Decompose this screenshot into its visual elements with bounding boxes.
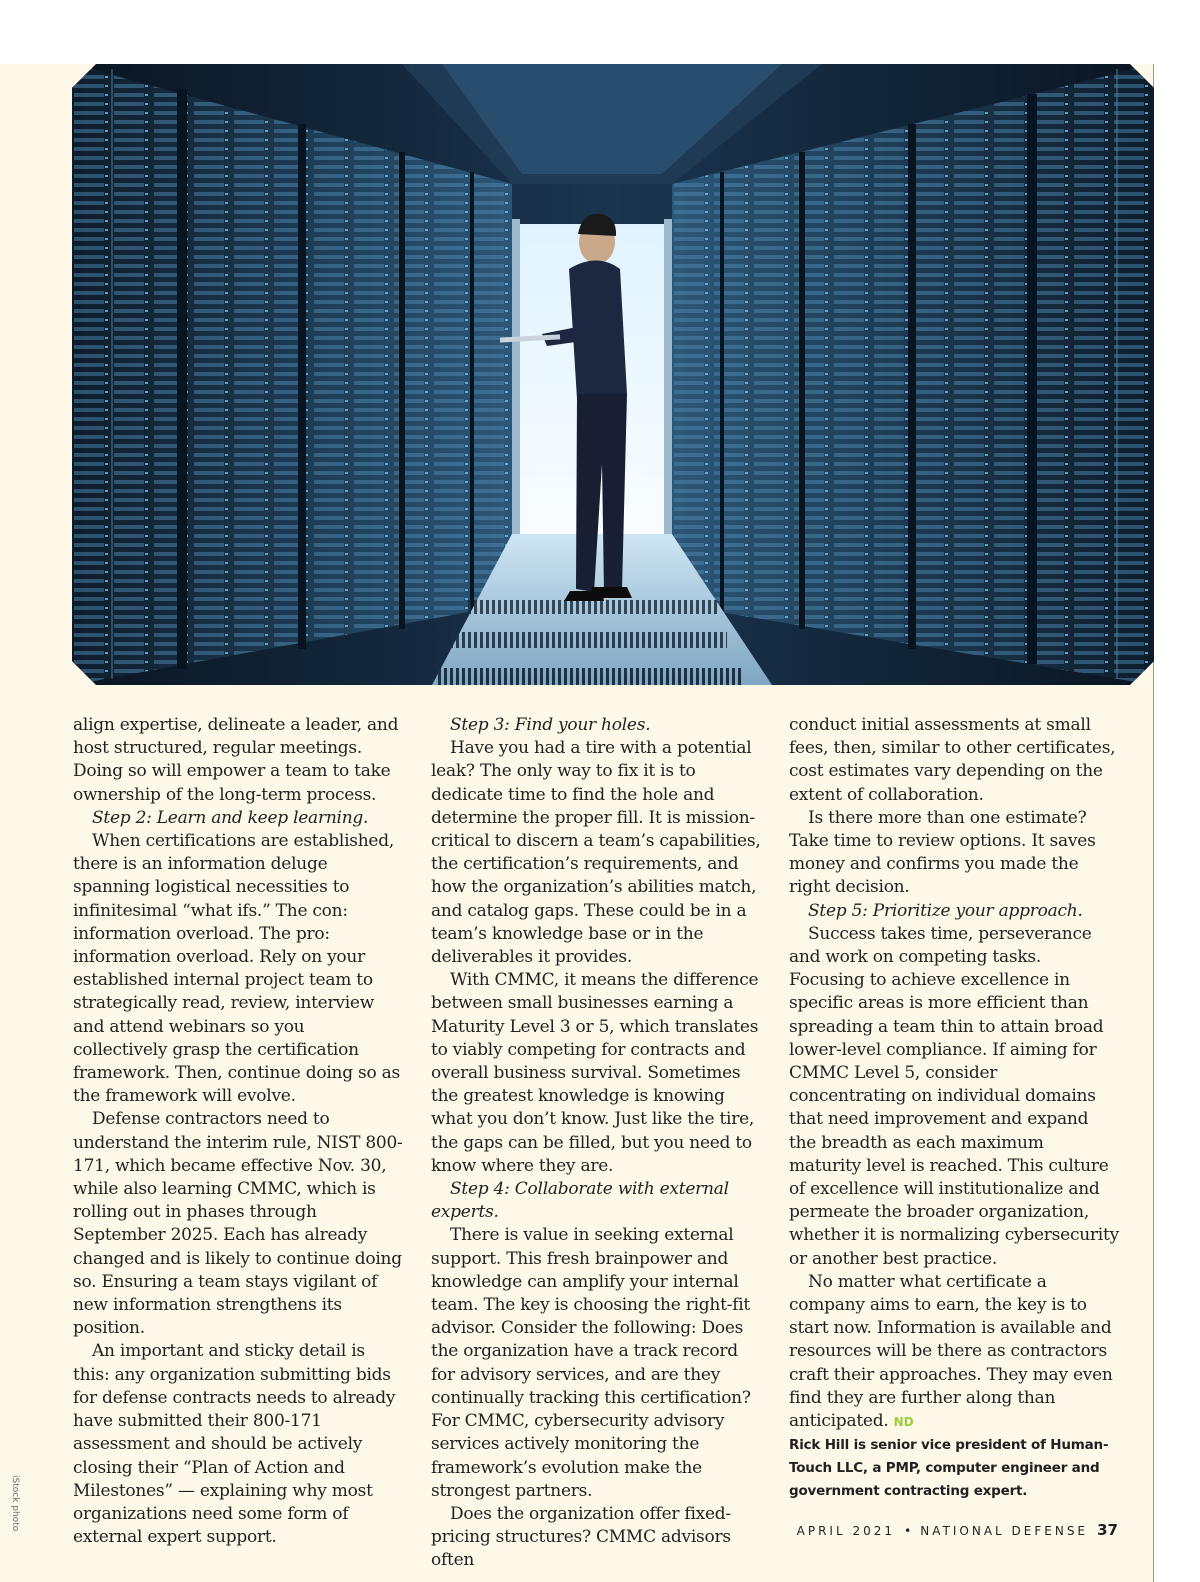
issue-date: APRIL 2021	[796, 1524, 896, 1538]
paragraph: Is there more than one estimate? Take time to review options. It saves money and confirms you made the right decision.	[789, 807, 1096, 898]
page-number: 37	[1097, 1521, 1118, 1539]
paragraph: Does the organization offer fixed-pricing structures? CMMC advisors often	[431, 1503, 731, 1571]
text-column-2	[431, 714, 761, 1573]
paragraph: An important and sticky detail is this: any organization submitting bids for defense contracts needs to already have submitted their 800-171 assessment and should be actively closing their “Plan of Action and Milestones” — explaining why most organizations need some form of external expert support.	[73, 1341, 396, 1548]
right-margin	[1153, 64, 1200, 1582]
paragraph: When certifications are established, there is an information deluge spanning logistical necessities to infinitesimal “what ifs.” The con: information overload. The pro: information overload. Rely on your established internal project team to strategically read, review, interview and attend webinars so you collectively grasp the certification framework. Then, continue doing so as the framework will evolve.	[73, 831, 400, 1107]
paragraph: conduct initial assessments at small fees, then, similar to other certificates, cost estimates vary depending on the extent of collaboration.	[789, 715, 1116, 805]
text-column-1	[73, 714, 403, 1549]
text-column-3	[789, 714, 1119, 1503]
author-bio: Rick Hill is senior vice president of Human-Touch LLC, a PMP, computer engineer and government contracting expert.	[789, 1437, 1109, 1500]
step-heading: Step 5: Prioritize your approach.	[808, 900, 1083, 921]
paragraph: There is value in seeking external support. This fresh brainpower and knowledge can amplify your internal team. The key is choosing the right-fit advisor. Consider the following: Does the organization have a track record for advisory services, and are they continually tracking this certification? For CMMC, cybersecurity advisory services actively monitoring the framework’s evolution make the strongest partners.	[431, 1225, 751, 1501]
paragraph: Have you had a tire with a potential leak? The only way to fix it is to dedicate time to find the hole and determine the proper fill. It is mission-critical to discern a team’s capabilities, the certification’s requirements, and how the organization’s abilities match, and catalog gaps. These could be in a team’s knowledge base or in the deliverables it provides.	[431, 738, 761, 968]
step-heading: Step 4: Collaborate with external experts.	[431, 1179, 729, 1223]
paragraph: Success takes time, perseverance and work on competing tasks. Focusing to achieve excellence in specific areas is more efficient than spreading a team thin to attain broad lower-level compliance. If aiming for CMMC Level 5, consider concentrating on individual domains that need improvement and expand the breadth as each maximum maturity level is reached. This culture of excellence will institutionalize and permeate the broader organization, whether it is normalizing cybersecurity or another best practice.	[789, 923, 1119, 1269]
publication-name: NATIONAL DEFENSE	[920, 1524, 1089, 1538]
photo-credit: iStock photo	[10, 1475, 20, 1532]
paragraph-text: No matter what certificate a company aims to earn, the key is to start now. Information is available and resources will be there as contractors craft their approaches. They may even find they are further along than anticipated.	[789, 1271, 1113, 1432]
end-mark: ND	[893, 1415, 914, 1430]
footer-separator: •	[904, 1524, 912, 1538]
closing-paragraph	[789, 1271, 1119, 1434]
step-heading: Step 2: Learn and keep learning.	[92, 807, 369, 828]
paragraph: align expertise, delineate a leader, and host structured, regular meetings. Doing so will empower a team to take ownership of the long-term process.	[73, 715, 399, 805]
hero-photo	[72, 64, 1154, 685]
top-margin	[0, 0, 1200, 64]
page-footer	[797, 1520, 1118, 1539]
paragraph: With CMMC, it means the difference between small businesses earning a Maturity Level 3 or 5, which translates to viably competing for contracts and overall business survival. Sometimes the greatest knowledge is knowing what you don’t know. Just like the tire, the gaps can be filled, but you need to know where they are.	[431, 970, 759, 1176]
step-heading: Step 3: Find your holes.	[450, 715, 651, 735]
paragraph: Defense contractors need to understand the interim rule, NIST 800-171, which became effective Nov. 30, while also learning CMMC, which is rolling out in phases through September 2025. Each has already changed and is likely to continue doing so. Ensuring a team stays vigilant of new information strengthens its position.	[73, 1109, 403, 1339]
